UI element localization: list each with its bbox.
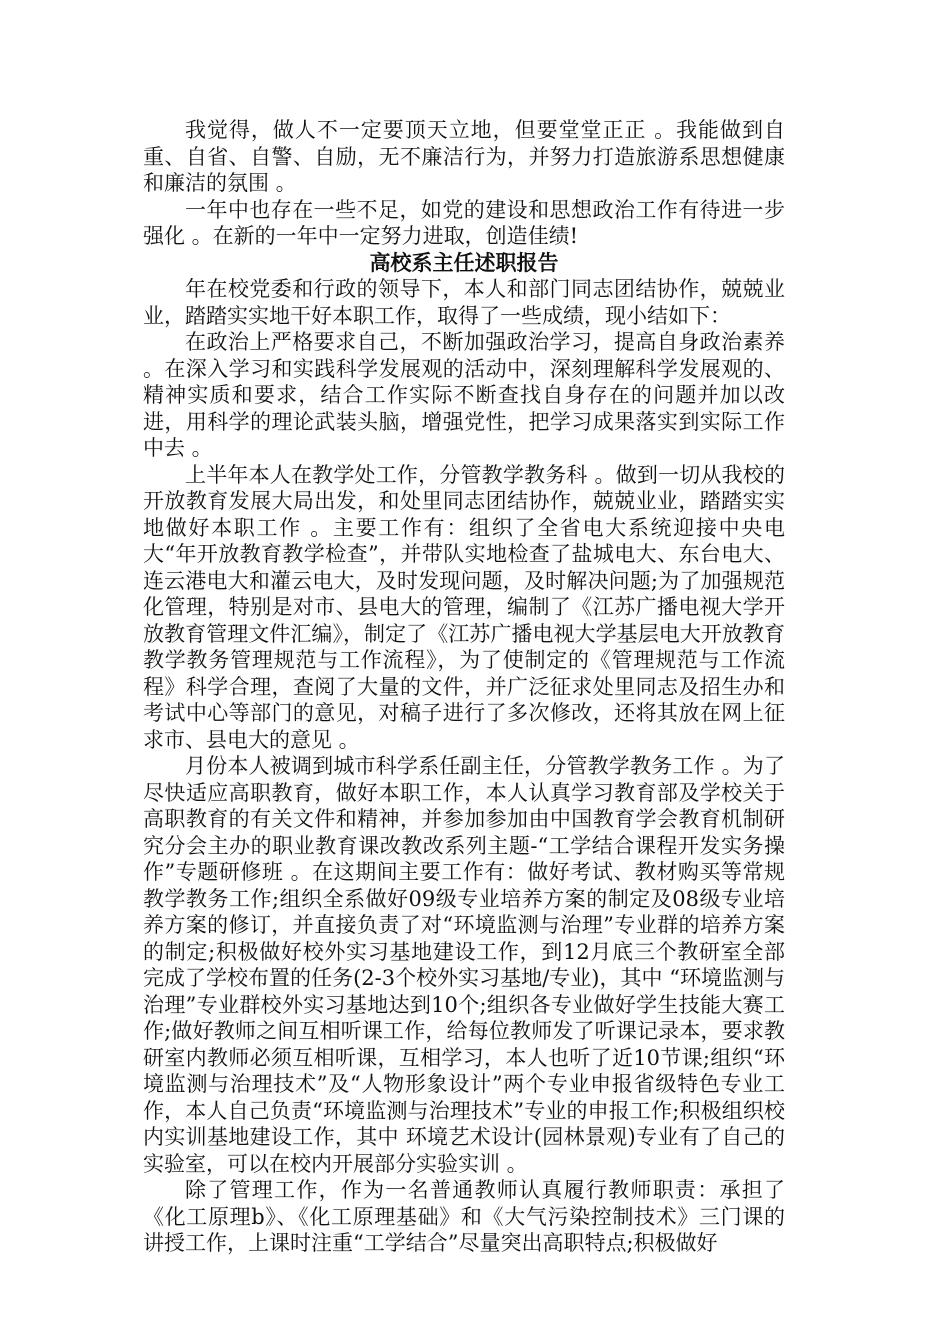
report-title: 高校系主任述职报告 xyxy=(369,249,559,275)
paragraph-integrity: 我觉得，做人不一定要顶天立地，但要堂堂正正 。我能做到自重、自省、自警、自励，无不廉洁行为，并努力打造旅游系思想健康和廉洁的氛围 。 xyxy=(143,118,785,195)
paragraph-first-half-work: 上半年本人在教学处工作，分管教学教务科 。做到一切从我校的开放教育发展大局出发，和处里同志团结协作，兢兢业业，踏踏实实地做好本职工作 。主要工作有：组织了全省电大系统迎接中央电大“年开放教育教学检查”，并带队实地检查了盐城电大、东台电大、连云港电大和灌云电大，及时发现问题，及时解决问题;为了加强规范化管理，特别是对市、县电大的管理，编制了《江苏广播电视大学开放教育管理文件汇编》，制定了《江苏广播电视大学基层电大开放教育教学教务管理规范与工作流程》，为了使制定的《管理规范与工作流程》科学合理，查阅了大量的文件，并广泛征求处里同志及招生办和考试中心等部门的意见，对稿子进行了多次修改，还将其放在网上征求市、县电大的意见 。 xyxy=(143,462,785,752)
paragraph-shortcomings: 一年中也存在一些不足，如党的建设和思想政治工作有待进一步强化 。在新的一年中一定努力进取，创造佳绩! xyxy=(143,197,785,248)
paragraph-opening: 年在校党委和行政的领导下，本人和部门同志团结协作，兢兢业业，踏踏实实地干好本职工作，取得了一些成绩，现小结如下： xyxy=(143,277,785,328)
paragraph-teaching-duties: 除了管理工作，作为一名普通教师认真履行教师职责：承担了《化工原理b》、《化工原理基础》和《大气污染控制技术》三门课的讲授工作，上课时注重“工学结合”尽量突出高职特点;积极做好 xyxy=(143,1178,785,1255)
paragraph-department-work: 月份本人被调到城市科学系任副主任，分管教学教务工作 。为了尽快适应高职教育，做好本职工作，本人认真学习教育部及学校关于高职教育的有关文件和精神，并参加参加由中国教育学会教育机制研究分会主办的职业教育课改教改系列主题-“工学结合课程开发实务操作”专题研修班 。在这期间主要工作有：做好考试、教材购买等常规教学教务工作;组织全系做好09级专业培养方案的制定及08级专业培养方案的修订，并直接负责了对“环境监测与治理”专业群的培养方案的制定;积极做好校外实习基地建设工作，到12月底三个教研室全部完成了学校布置的任务(2-3个校外实习基地/专业)，其中 “环境监测与治理”专业群校外实习基地达到10个;组织各专业做好学生技能大赛工作;做好教师之间互相听课工作，给每位教师发了听课记录本，要求教研室内教师必须互相听课，互相学习，本人也听了近10节课;组织“环境监测与治理技术”及“人物形象设计”两个专业申报省级特色专业工作，本人自己负责“环境监测与治理技术”专业的申报工作;积极组织校内实训基地建设工作，其中 环境艺术设计(园林景观)专业有了自己的实验室，可以在校内开展部分实验实训 。 xyxy=(143,754,785,1176)
paragraph-political-study: 在政治上严格要求自己，不断加强政治学习，提高自身政治素养 。在深入学习和实践科学发展观的活动中，深刻理解科学发展观的、精神实质和要求，结合工作实际不断查找自身存在的问题并加以改进，用科学的理论武装头脑，增强党性，把学习成果落实到实际工作中去 。 xyxy=(143,330,785,460)
document-body xyxy=(143,117,785,1257)
